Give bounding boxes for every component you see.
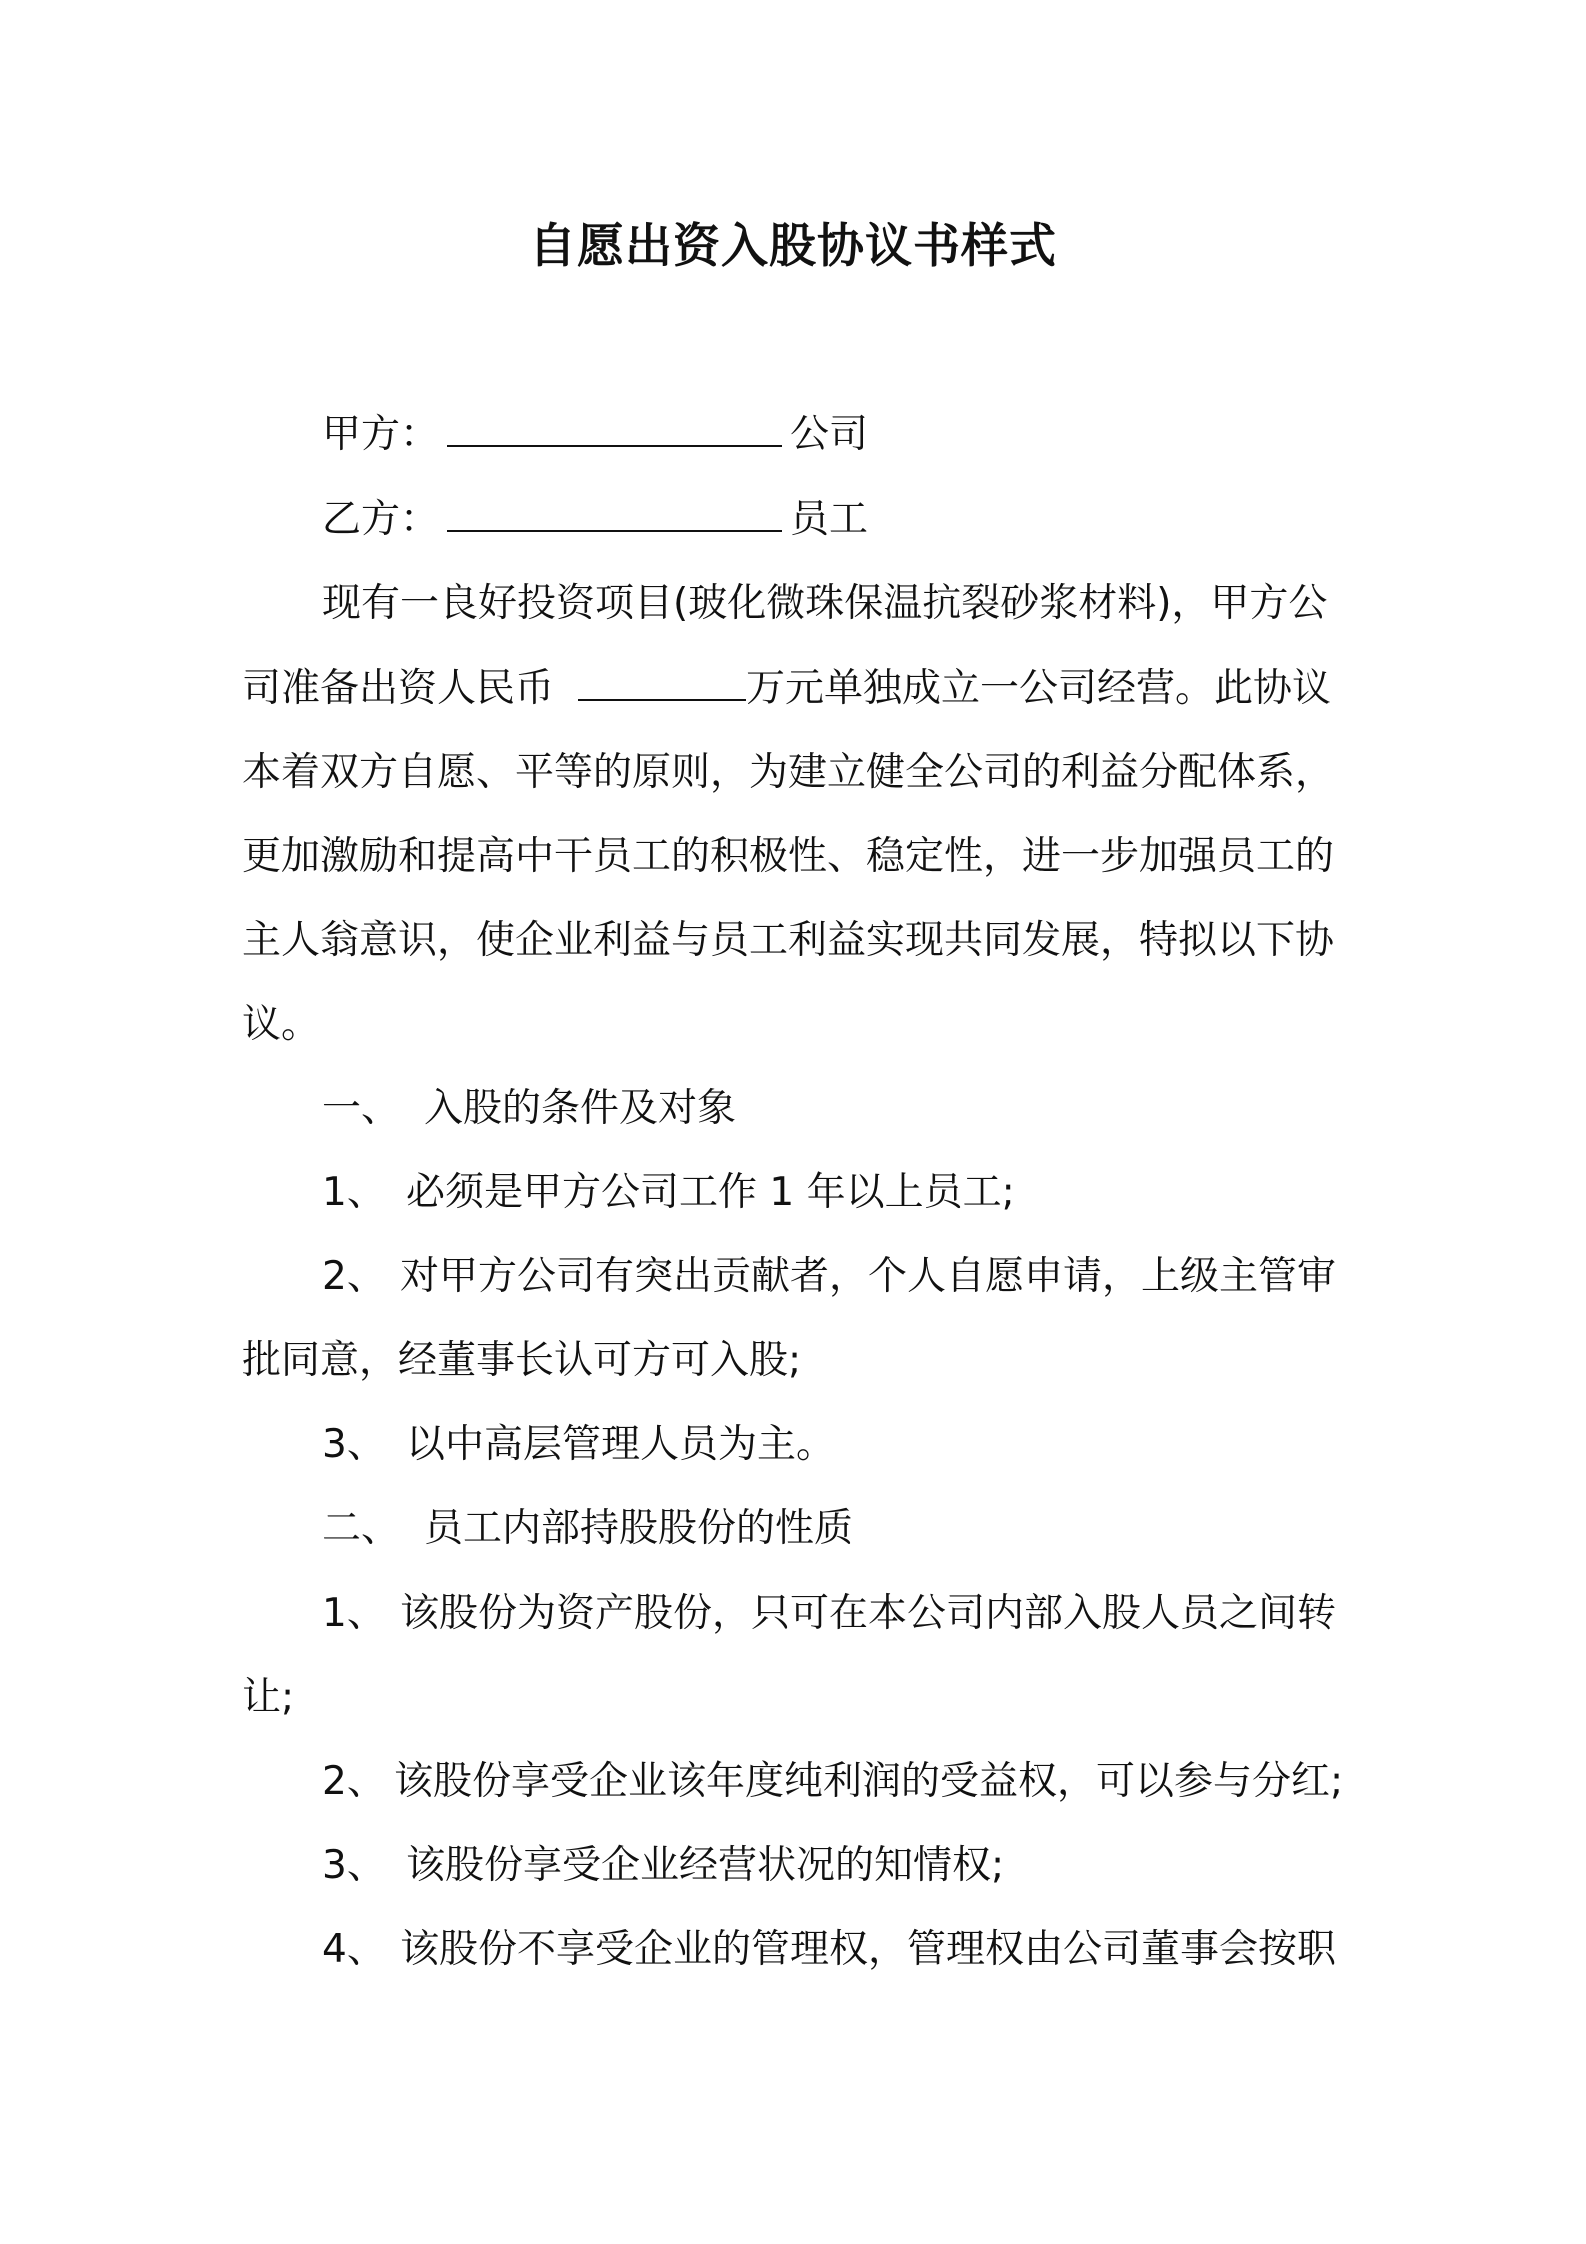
section-2-item-4 (322, 1920, 1336, 1980)
party-a-suffix: 公司 (790, 412, 869, 457)
intro-line-3: 本着双方自愿、平等的原则，为建立健全公司的利益分配体系， (242, 750, 1335, 795)
item-text: 该股份不享受企业的管理权，管理权由公司董事会按职 (400, 1927, 1337, 1972)
amount-blank (578, 663, 746, 701)
item-text: 该股份享受企业经营状况的知情权; (406, 1843, 1005, 1888)
section-1-item-1 (322, 1163, 1015, 1223)
party-a-label: 甲方： (322, 412, 440, 457)
section-2-title: 员工内部持股股份的性质 (424, 1506, 854, 1551)
intro-line-2-before: 司准备出资人民币 (242, 666, 555, 711)
item-text: 该股份享受企业该年度纯利润的受益权，可以参与分红; (394, 1759, 1344, 1804)
section-2-number: 二、 (322, 1506, 401, 1551)
document-title: 自愿出资入股协议书样式 (529, 219, 1057, 274)
party-b-suffix: 员工 (790, 497, 869, 542)
item-text: 对甲方公司有突出贡献者，个人自愿申请，上级主管审 (400, 1254, 1337, 1299)
intro-line-2 (242, 659, 1331, 719)
intro-line-1: 现有一良好投资项目(玻化微珠保温抗裂砂浆材料)，甲方公 (322, 581, 1328, 626)
item-number: 3、 (322, 1422, 386, 1467)
item-text: 以中高层管理人员为主。 (406, 1422, 836, 1467)
section-1-item-2-cont: 批同意，经董事长认可方可入股; (242, 1338, 802, 1383)
item-text: 必须是甲方公司工作 1 年以上员工; (406, 1170, 1015, 1215)
section-1-number: 一、 (322, 1086, 401, 1131)
intro-line-6: 议。 (242, 1002, 321, 1047)
item-number: 1、 (322, 1591, 386, 1636)
party-b-blank (447, 494, 782, 532)
item-number: 2、 (322, 1254, 386, 1299)
section-2-item-2 (322, 1752, 1343, 1812)
item-number: 3、 (322, 1843, 386, 1888)
section-2-item-1 (322, 1584, 1336, 1644)
section-1-title: 入股的条件及对象 (424, 1086, 737, 1131)
party-b-label: 乙方： (322, 497, 440, 542)
section-1-item-3 (322, 1415, 835, 1475)
section-2-item-3 (322, 1836, 1004, 1896)
intro-line-5: 主人翁意识，使企业利益与员工利益实现共同发展，特拟以下协 (242, 918, 1335, 963)
item-number: 2、 (322, 1759, 386, 1804)
party-a-blank (447, 409, 782, 447)
intro-line-4: 更加激励和提高中干员工的积极性、稳定性，进一步加强员工的 (242, 834, 1335, 879)
item-number: 1、 (322, 1170, 386, 1215)
party-a-line (322, 405, 868, 465)
section-2-heading (322, 1499, 853, 1559)
item-text: 该股份为资产股份，只可在本公司内部入股人员之间转 (400, 1591, 1337, 1636)
section-1-item-2 (322, 1247, 1336, 1307)
section-2-item-1-cont: 让; (242, 1675, 295, 1720)
party-b-line (322, 490, 868, 550)
item-number: 4、 (322, 1927, 386, 1972)
section-1-heading (322, 1079, 736, 1139)
intro-line-2-after: 万元单独成立一公司经营。此协议 (746, 666, 1332, 711)
